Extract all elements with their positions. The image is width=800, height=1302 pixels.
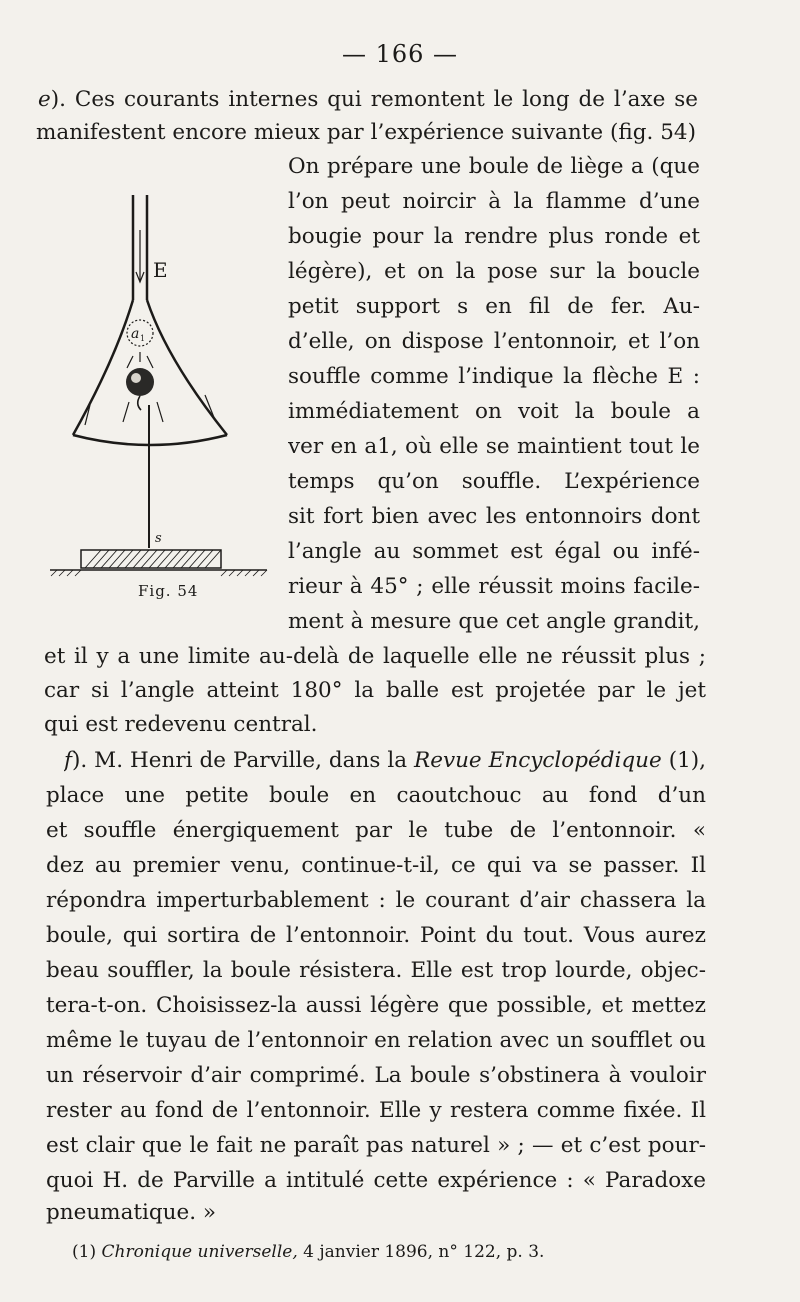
text-line: immédiatement on voit la boule a xyxy=(288,399,700,424)
text-line: tera-t-on. Choisissez-la aussi légère que possible, et mettez xyxy=(46,993,706,1018)
paragraph-marker: f xyxy=(64,748,72,773)
text-line: rieur à 45° ; elle réussit moins facile- xyxy=(288,574,700,599)
text-line: beau souffler, la boule résistera. Elle est trop lourde, objec- xyxy=(46,958,706,983)
text-line: manifestent encore mieux par l’expérience suivante (fig. 54) xyxy=(36,120,696,145)
text-line: dez au premier venu, continue-t-il, ce qui va se passer. Il xyxy=(46,853,706,878)
footnote xyxy=(72,1240,544,1264)
text-line: légère), et on la pose sur la boucle xyxy=(288,259,700,284)
text-line: sit fort bien avec les entonnoirs dont xyxy=(288,504,700,529)
figure-label-E: E xyxy=(153,258,168,282)
paragraph-marker: e xyxy=(38,87,51,112)
text-span: ). M. Henri de Parville, dans la xyxy=(71,748,415,773)
svg-text:s: s xyxy=(155,531,162,546)
svg-text:1: 1 xyxy=(140,334,146,343)
text-line xyxy=(38,85,698,115)
text-line: et il y a une limite au-delà de laquelle elle ne réussit plus ; xyxy=(44,644,706,669)
text-line: temps qu’on souffle. L’expérience xyxy=(288,469,700,494)
svg-text:a: a xyxy=(131,326,140,342)
text-line: ver en a1, où elle se maintient tout le xyxy=(288,434,700,459)
text-line: car si l’angle atteint 180° la balle est projetée par le jet xyxy=(44,678,706,703)
text-line xyxy=(64,746,706,776)
text-line: même le tuyau de l’entonnoir en relation avec un soufflet ou xyxy=(46,1028,706,1053)
text-line: qui est redevenu central. xyxy=(44,712,318,737)
journal-title: Revue Encyclopédique xyxy=(414,748,662,773)
text-line: ment à mesure que cet angle grandit, xyxy=(288,609,700,634)
footnote-marker: (1) xyxy=(72,1242,97,1262)
text-line: et souffle énergiquement par le tube de l’entonnoir. « xyxy=(46,818,706,843)
text-line: répondra imperturbablement : le courant d’air chassera la xyxy=(46,888,706,913)
text-line: l’on peut noircir à la flamme d’une xyxy=(288,189,700,214)
text-line: l’angle au sommet est égal ou infé- xyxy=(288,539,700,564)
text-line: pneumatique. » xyxy=(46,1200,217,1225)
text-line: souffle comme l’indique la flèche E : xyxy=(288,364,700,389)
footnote-detail: 4 janvier 1896, n° 122, p. 3. xyxy=(297,1242,545,1262)
text-line: un réservoir d’air comprimé. La boule s’obstinera à vouloir xyxy=(46,1063,706,1088)
text-line: rester au fond de l’entonnoir. Elle y restera comme fixée. Il xyxy=(46,1098,706,1123)
text-line: On prépare une boule de liège a (que xyxy=(288,154,700,179)
text-line: est clair que le fait ne paraît pas naturel » ; — et c’est pour- xyxy=(46,1133,706,1158)
funnel-experiment-figure xyxy=(45,190,275,620)
text-line: place une petite boule en caoutchouc au fond d’un xyxy=(46,783,706,808)
text-line: d’elle, on dispose l’entonnoir, et l’on xyxy=(288,329,700,354)
text-line: petit support s en fil de fer. Au- xyxy=(288,294,700,319)
text-line: quoi H. de Parville a intitulé cette expérience : « Paradoxe xyxy=(46,1168,706,1193)
text-line: boule, qui sortira de l’entonnoir. Point du tout. Vous aurez xyxy=(46,923,706,948)
figure-caption: Fig. 54 xyxy=(138,582,199,600)
text-span: (1), xyxy=(661,748,706,773)
text-line: bougie pour la rendre plus ronde et xyxy=(288,224,700,249)
page-number: — 166 — xyxy=(341,40,459,68)
text-span: ). Ces courants internes qui remontent le long de l’axe se xyxy=(50,87,698,112)
footnote-source: Chronique universelle, xyxy=(101,1242,298,1262)
